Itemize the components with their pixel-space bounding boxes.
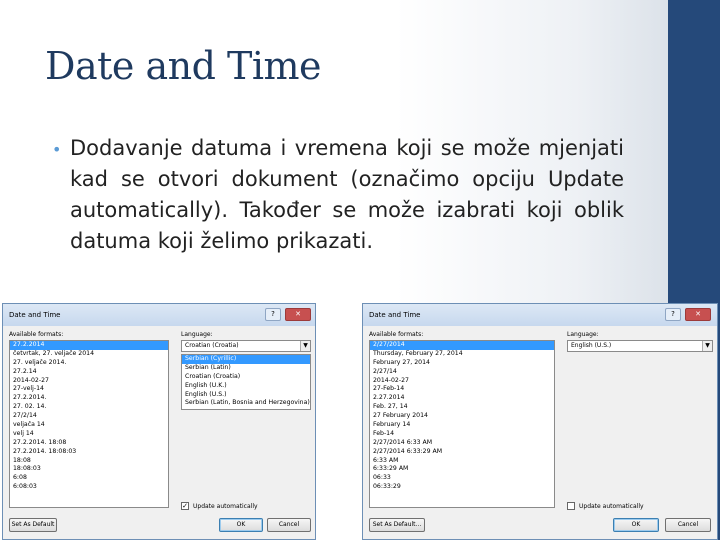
list-item[interactable]: Serbian (Cyrillic) bbox=[182, 355, 310, 364]
available-formats-label: Available formats: bbox=[9, 331, 64, 338]
update-automatically-label: Update automatically bbox=[579, 503, 644, 510]
update-automatically-checkbox[interactable] bbox=[567, 502, 575, 510]
list-item[interactable]: 6:33:29 AM bbox=[373, 465, 409, 473]
list-item[interactable]: 27. veljače 2014. bbox=[13, 358, 67, 366]
dialog-titlebar bbox=[363, 304, 717, 326]
language-dropdown-list[interactable] bbox=[181, 354, 311, 410]
date-time-dialog-croatian bbox=[2, 303, 316, 540]
dialog-title: Date and Time bbox=[369, 311, 421, 319]
list-item[interactable]: 18:08:03 bbox=[13, 465, 41, 473]
ok-button[interactable]: OK bbox=[219, 518, 263, 532]
update-automatically-label: Update automatically bbox=[193, 503, 258, 510]
dialog-titlebar bbox=[3, 304, 315, 326]
list-item[interactable]: 27-Feb-14 bbox=[373, 385, 405, 393]
language-label: Language: bbox=[567, 331, 599, 338]
list-item[interactable]: 18:08 bbox=[13, 456, 31, 464]
list-item[interactable]: 27/2/14 bbox=[13, 412, 37, 420]
list-item[interactable]: 27.2.2014. bbox=[13, 394, 47, 402]
list-item[interactable]: 6:33 AM bbox=[373, 456, 399, 464]
list-item[interactable]: English (U.S.) bbox=[185, 390, 227, 398]
list-item[interactable]: Feb. 27, 14 bbox=[373, 403, 408, 411]
list-item[interactable]: 2/27/2014 6:33 AM bbox=[373, 438, 433, 446]
list-item[interactable]: velj 14 bbox=[13, 429, 34, 437]
help-button[interactable]: ? bbox=[665, 308, 681, 321]
list-item[interactable]: Serbian (Latin) bbox=[185, 363, 231, 371]
help-button[interactable]: ? bbox=[265, 308, 281, 321]
bullet-marker: • bbox=[52, 140, 62, 159]
formats-list[interactable] bbox=[9, 340, 169, 508]
date-time-dialog-english bbox=[362, 303, 718, 540]
list-item[interactable]: 6:08 bbox=[13, 474, 27, 482]
list-item[interactable]: 2/27/2014 6:33:29 AM bbox=[373, 447, 443, 455]
list-item[interactable]: 2.27.2014 bbox=[373, 394, 405, 402]
list-item[interactable]: 27. 02. 14. bbox=[13, 403, 47, 411]
chevron-down-icon[interactable]: ▼ bbox=[300, 341, 310, 351]
close-button[interactable]: ✕ bbox=[285, 308, 311, 321]
list-item[interactable]: English (U.K.) bbox=[185, 381, 227, 389]
language-select[interactable] bbox=[567, 340, 713, 352]
slide-title: Date and Time bbox=[45, 44, 322, 88]
list-item[interactable]: 27.2.14 bbox=[13, 367, 37, 375]
list-item[interactable]: 06:33 bbox=[373, 474, 391, 482]
chevron-down-icon[interactable]: ▼ bbox=[702, 341, 712, 351]
list-item[interactable]: četvrtak, 27. veljače 2014 bbox=[13, 349, 95, 357]
list-item[interactable]: Feb-14 bbox=[373, 429, 395, 437]
list-item[interactable]: 2/27/14 bbox=[373, 367, 397, 375]
language-select-value: Croatian (Croatia) bbox=[185, 342, 239, 349]
ok-button[interactable]: OK bbox=[613, 518, 659, 532]
list-item[interactable]: 06:33:29 bbox=[373, 483, 401, 491]
available-formats-label: Available formats: bbox=[369, 331, 424, 338]
language-select[interactable] bbox=[181, 340, 311, 352]
list-item[interactable]: 27 February 2014 bbox=[373, 412, 428, 420]
cancel-button[interactable]: Cancel bbox=[665, 518, 711, 532]
language-select-value: English (U.S.) bbox=[571, 342, 612, 349]
list-item[interactable]: 6:08:03 bbox=[13, 483, 37, 491]
close-button[interactable]: ✕ bbox=[685, 308, 711, 321]
list-item[interactable]: 2/27/2014 bbox=[370, 341, 554, 350]
dialog-title: Date and Time bbox=[9, 311, 61, 319]
list-item[interactable]: 27-velj-14 bbox=[13, 385, 44, 393]
list-item[interactable]: 27.2.2014. 18:08 bbox=[13, 438, 67, 446]
set-as-default-button[interactable]: Set As Default bbox=[9, 518, 57, 532]
list-item[interactable]: February 14 bbox=[373, 421, 411, 429]
formats-list[interactable] bbox=[369, 340, 555, 508]
set-as-default-button[interactable]: Set As Default... bbox=[369, 518, 425, 532]
list-item[interactable]: Croatian (Croatia) bbox=[185, 372, 241, 380]
cancel-button[interactable]: Cancel bbox=[267, 518, 311, 532]
update-automatically-checkbox[interactable]: ✓ bbox=[182, 502, 188, 510]
list-item[interactable]: 27.2.2014. 18:08:03 bbox=[13, 447, 77, 455]
language-label: Language: bbox=[181, 331, 213, 338]
list-item[interactable]: Serbian (Latin, Bosnia and Herzegovina) bbox=[185, 399, 310, 407]
list-item[interactable]: 27.2.2014 bbox=[10, 341, 168, 350]
list-item[interactable]: veljača 14 bbox=[13, 421, 45, 429]
list-item[interactable]: February 27, 2014 bbox=[373, 358, 430, 366]
bullet-text: Dodavanje datuma i vremena koji se može mjenjati kad se otvori dokument (označimo opciju Update automatically). Također se može izabrati koji oblik datuma koji želimo prikazati. bbox=[70, 136, 624, 253]
list-item[interactable]: 2014-02-27 bbox=[13, 376, 49, 384]
list-item[interactable]: Thursday, February 27, 2014 bbox=[373, 349, 463, 357]
list-item[interactable]: 2014-02-27 bbox=[373, 376, 409, 384]
